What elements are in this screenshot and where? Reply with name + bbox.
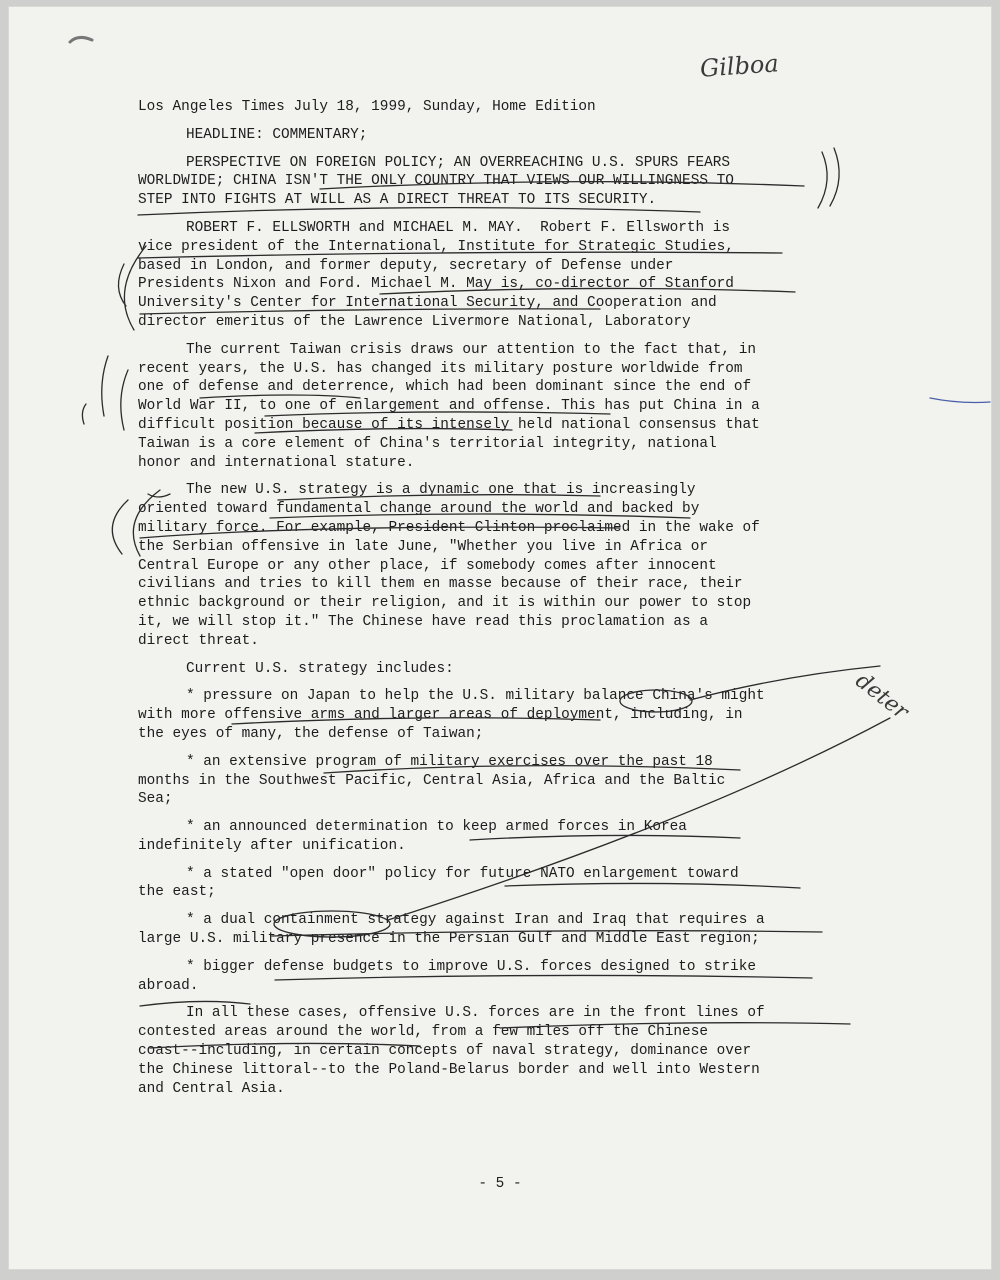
paragraph-new-strategy: The new U.S. strategy is a dynamic one that is increasingly oriented toward fundamental change around the world and backed by military force. For example, President Clinton proclaimed in the wake of the Serbian offensive in late June, "Whether you live in Africa or Central Europe or any other place, if somebody comes after innocent civilians and tries to kill them en masse because of their race, their ethnic background or their religion, and it is within our power to stop it, we will stop it." The Chinese have read this proclamation as a direct threat. bbox=[138, 482, 760, 649]
bullet-item: * a stated "open door" policy for future NATO enlargement toward the east; bbox=[138, 865, 739, 901]
bullet-item: * bigger defense budgets to improve U.S. forces designed to strike abroad. bbox=[138, 958, 756, 994]
handwritten-note-deter: deter bbox=[850, 668, 913, 725]
headline: HEADLINE: COMMENTARY; bbox=[186, 126, 368, 143]
byline: ROBERT F. ELLSWORTH and MICHAEL M. MAY. Robert F. Ellsworth is vice president of the International, Institute for Strategic Studies, based in London, and former deputy, secretary of Defense under Presidents Nixon and Ford. Michael M. May is, co-director of Stanford University's Center for International Security, and Cooperation and director emeritus of the Lawrence Livermore National, Laboratory bbox=[138, 219, 734, 330]
page-number: - 5 - bbox=[478, 1176, 522, 1192]
bullet-item: * pressure on Japan to help the U.S. military balance China's might with more offensive arms and larger areas of deployment, including, in the eyes of many, the defense of Taiwan; bbox=[138, 688, 765, 742]
document-body bbox=[138, 98, 838, 1107]
bullet-item: * a dual containment strategy against Iran and Iraq that requires a large U.S. military presence in the Persian Gulf and Middle East region; bbox=[138, 912, 765, 948]
source-line: Los Angeles Times July 18, 1999, Sunday, Home Edition bbox=[138, 99, 596, 115]
paragraph-taiwan-crisis: The current Taiwan crisis draws our attention to the fact that, in recent years, the U.S. has changed its military posture worldwide from one of defense and deterrence, which had been dominant since the end of World War II, to one of enlargement and offense. This has put China in a difficult position because of its intensely held national consensus that Taiwan is a core element of China's territorial integrity, national honor and international stature. bbox=[138, 341, 760, 471]
handwritten-note-gilboa: Gilboa bbox=[699, 49, 780, 83]
bullet-item: * an announced determination to keep armed forces in Korea indefinitely after unification. bbox=[138, 819, 687, 854]
bullet-item: * an extensive program of military exercises over the past 18 months in the Southwest Pacific, Central Asia, Africa and the Baltic Sea; bbox=[138, 753, 726, 808]
article-title: PERSPECTIVE ON FOREIGN POLICY; AN OVERREACHING U.S. SPURS FEARS WORLDWIDE; CHINA ISN'T THE ONLY COUNTRY THAT VIEWS OUR WILLINGNESS TO STEP INTO FIGHTS AT WILL AS A DIRECT THREAT TO ITS SECURITY. bbox=[138, 154, 734, 209]
strategy-intro: Current U.S. strategy includes: bbox=[186, 660, 454, 677]
paragraph-closing: In all these cases, offensive U.S. forces are in the front lines of contested areas around the world, from a few miles off the Chinese coast--including, in certain concepts of naval strategy, dominance over the Chinese littoral--to the Poland-Belarus border and well into Western and Central Asia. bbox=[138, 1005, 765, 1097]
